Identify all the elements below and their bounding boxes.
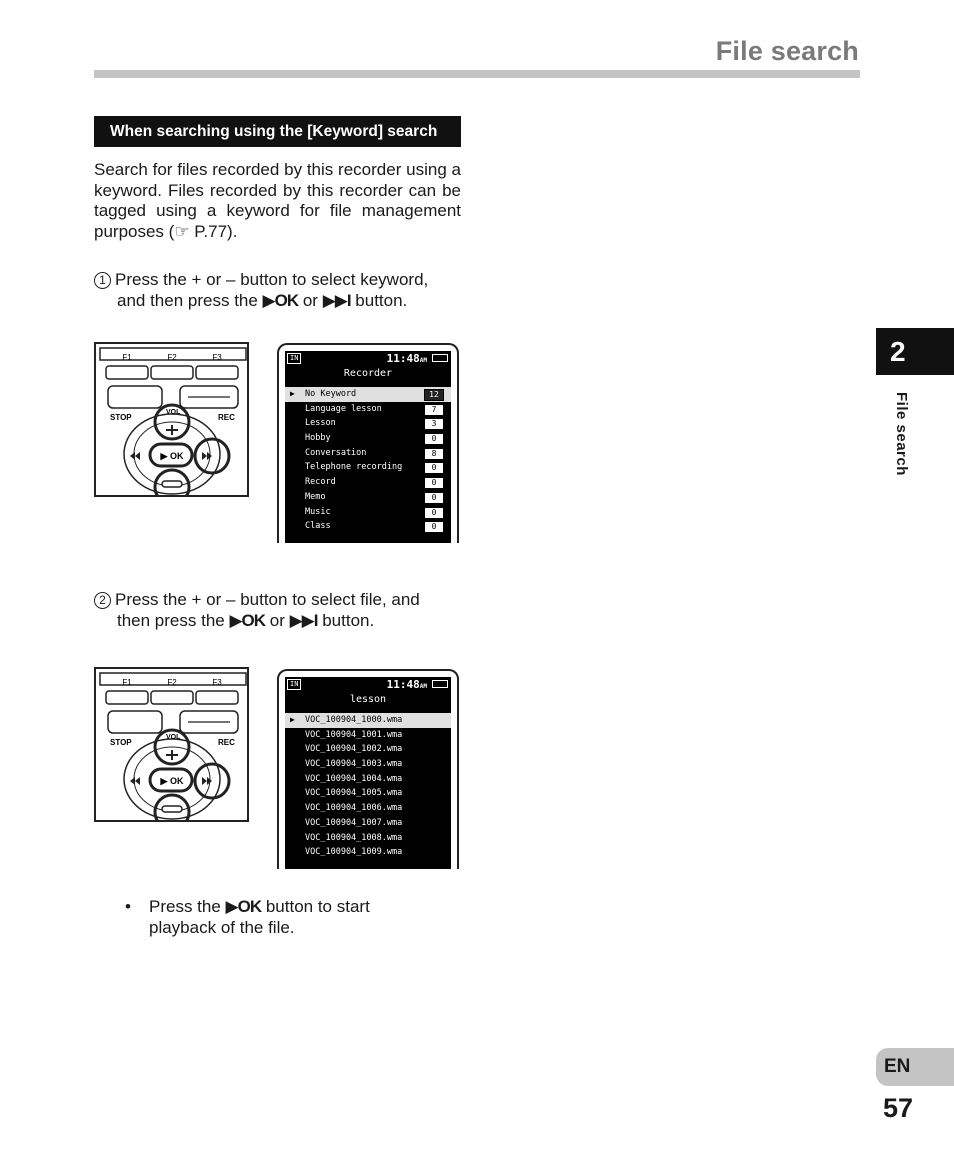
file-row[interactable] (285, 757, 451, 772)
keyword-label: No Keyword (305, 389, 357, 399)
keyword-label: Conversation (305, 447, 367, 458)
keyword-count: 0 (424, 433, 444, 445)
f2-label: F2 (167, 353, 177, 362)
f3-label: F3 (212, 353, 222, 362)
lcd-status-bar (285, 677, 451, 692)
file-name: VOC_100904_1002.wma (305, 744, 403, 755)
selection-arrow-icon: ▶ (290, 389, 295, 398)
input-indicator: IN (287, 679, 301, 690)
keyword-label: Telephone recording (305, 462, 403, 473)
clock-display (387, 352, 427, 365)
input-indicator: IN (287, 353, 301, 364)
page-title: File search (715, 36, 859, 66)
clock-suffix: AM (419, 683, 427, 690)
page-number: 57 (883, 1093, 914, 1123)
keyword-label: Class (305, 521, 331, 532)
file-name: VOC_100904_1004.wma (305, 773, 403, 784)
ok-button-glyph: ▶OK (229, 611, 266, 630)
step-line2-text: or (298, 291, 323, 310)
battery-icon (432, 354, 448, 362)
file-row[interactable] (285, 742, 451, 757)
keyword-label: Memo (305, 491, 326, 502)
keyword-count: 0 (424, 521, 444, 533)
recorder-buttons-svg (96, 669, 247, 820)
vol-label: VOL (166, 734, 181, 741)
keyword-row[interactable] (285, 387, 451, 402)
stop-label: STOP (110, 413, 132, 422)
note-text: button to start playback of the file. (149, 897, 370, 937)
recorder-button-illustration (94, 667, 249, 822)
keyword-count: 0 (424, 492, 444, 504)
ok-label: ▶ OK (160, 776, 184, 786)
note-text: Press the (149, 897, 226, 916)
file-name: VOC_100904_1001.wma (305, 729, 403, 740)
file-row[interactable] (285, 831, 451, 846)
step-line2-text: button. (317, 611, 375, 630)
vol-label: VOL (166, 409, 181, 416)
file-list (285, 713, 451, 860)
keyword-label: Music (305, 506, 331, 517)
step-line2-text: button. (350, 291, 408, 310)
lcd-status-bar (285, 351, 451, 366)
keyword-count: 0 (424, 462, 444, 474)
lcd-file-screen (277, 669, 459, 869)
lcd-title: lesson (349, 694, 387, 705)
keyword-row[interactable] (285, 519, 451, 534)
file-row[interactable] (285, 713, 451, 728)
keyword-row[interactable] (285, 475, 451, 490)
file-name: VOC_100904_1007.wma (305, 817, 403, 828)
bullet: • (125, 897, 131, 916)
keyword-row[interactable] (285, 431, 451, 446)
step-1 (94, 269, 474, 311)
keyword-row[interactable] (285, 446, 451, 461)
f2-label: F2 (167, 678, 177, 687)
clock-suffix: AM (419, 357, 427, 364)
ok-label: ▶ OK (160, 451, 184, 461)
file-row[interactable] (285, 845, 451, 860)
ok-button-glyph: ▶OK (225, 897, 262, 916)
intro-paragraph: Search for files recorded by this recorder using a keyword. Files recorded by this recorder can be tagged using a keyword for file management purposes (☞ P.77). (94, 160, 461, 241)
stop-label: STOP (110, 738, 132, 747)
file-name: VOC_100904_1009.wma (305, 847, 403, 858)
keyword-row[interactable] (285, 490, 451, 505)
step-2 (94, 589, 474, 631)
keyword-row[interactable] (285, 505, 451, 520)
keyword-count: 0 (424, 507, 444, 519)
lcd-keyword-screen (277, 343, 459, 543)
keyword-count: 3 (424, 418, 444, 430)
keyword-row[interactable] (285, 402, 451, 417)
file-name: VOC_100904_1008.wma (305, 832, 403, 843)
step-line2-text: then press the (117, 611, 230, 630)
header-rule (94, 70, 860, 78)
lcd-display (285, 677, 451, 869)
keyword-count: 0 (424, 477, 444, 489)
chapter-tab: 2 (876, 328, 954, 375)
keyword-label: Language lesson (305, 403, 382, 414)
playback-note (125, 896, 425, 938)
rec-label: REC (218, 413, 235, 422)
ok-button-glyph: ▶OK (262, 291, 299, 310)
step-line2-text: or (265, 611, 290, 630)
fast-forward-glyph: ▶▶I (322, 291, 351, 310)
keyword-label: Lesson (305, 418, 336, 429)
keyword-count: 12 (424, 389, 444, 401)
keyword-row[interactable] (285, 416, 451, 431)
file-row[interactable] (285, 728, 451, 743)
keyword-row[interactable] (285, 460, 451, 475)
step-line1: Press the + or – button to select keyword, (115, 270, 429, 289)
section-heading: When searching using the [Keyword] search (94, 116, 461, 147)
file-row[interactable] (285, 816, 451, 831)
step-line1: Press the + or – button to select file, and (115, 590, 420, 609)
file-name: VOC_100904_1003.wma (305, 759, 403, 770)
keyword-list (285, 387, 451, 534)
lcd-title: Recorder (343, 368, 393, 379)
keyword-label: Hobby (305, 433, 331, 444)
keyword-count: 8 (424, 448, 444, 460)
file-row[interactable] (285, 786, 451, 801)
chapter-side-label: File search (893, 392, 910, 476)
recorder-buttons-svg (96, 344, 247, 495)
recorder-button-illustration (94, 342, 249, 497)
file-row[interactable] (285, 772, 451, 787)
keyword-label: Record (305, 477, 336, 488)
keyword-count: 7 (424, 404, 444, 416)
file-name: VOC_100904_1000.wma (305, 715, 403, 725)
lcd-display (285, 351, 451, 543)
f1-label: F1 (122, 353, 132, 362)
step-number: 2 (94, 592, 111, 609)
file-name: VOC_100904_1005.wma (305, 788, 403, 799)
f3-label: F3 (212, 678, 222, 687)
selection-arrow-icon: ▶ (290, 715, 295, 724)
f1-label: F1 (122, 678, 132, 687)
clock-time: 11:48 (386, 352, 420, 365)
clock-display (387, 678, 427, 691)
step-number: 1 (94, 272, 111, 289)
language-tab: EN (876, 1048, 954, 1086)
file-name: VOC_100904_1006.wma (305, 803, 403, 814)
fast-forward-glyph: ▶▶I (289, 611, 318, 630)
rec-label: REC (218, 738, 235, 747)
step-line2-text: and then press the (117, 291, 263, 310)
clock-time: 11:48 (386, 678, 420, 691)
file-row[interactable] (285, 801, 451, 816)
battery-icon (432, 680, 448, 688)
